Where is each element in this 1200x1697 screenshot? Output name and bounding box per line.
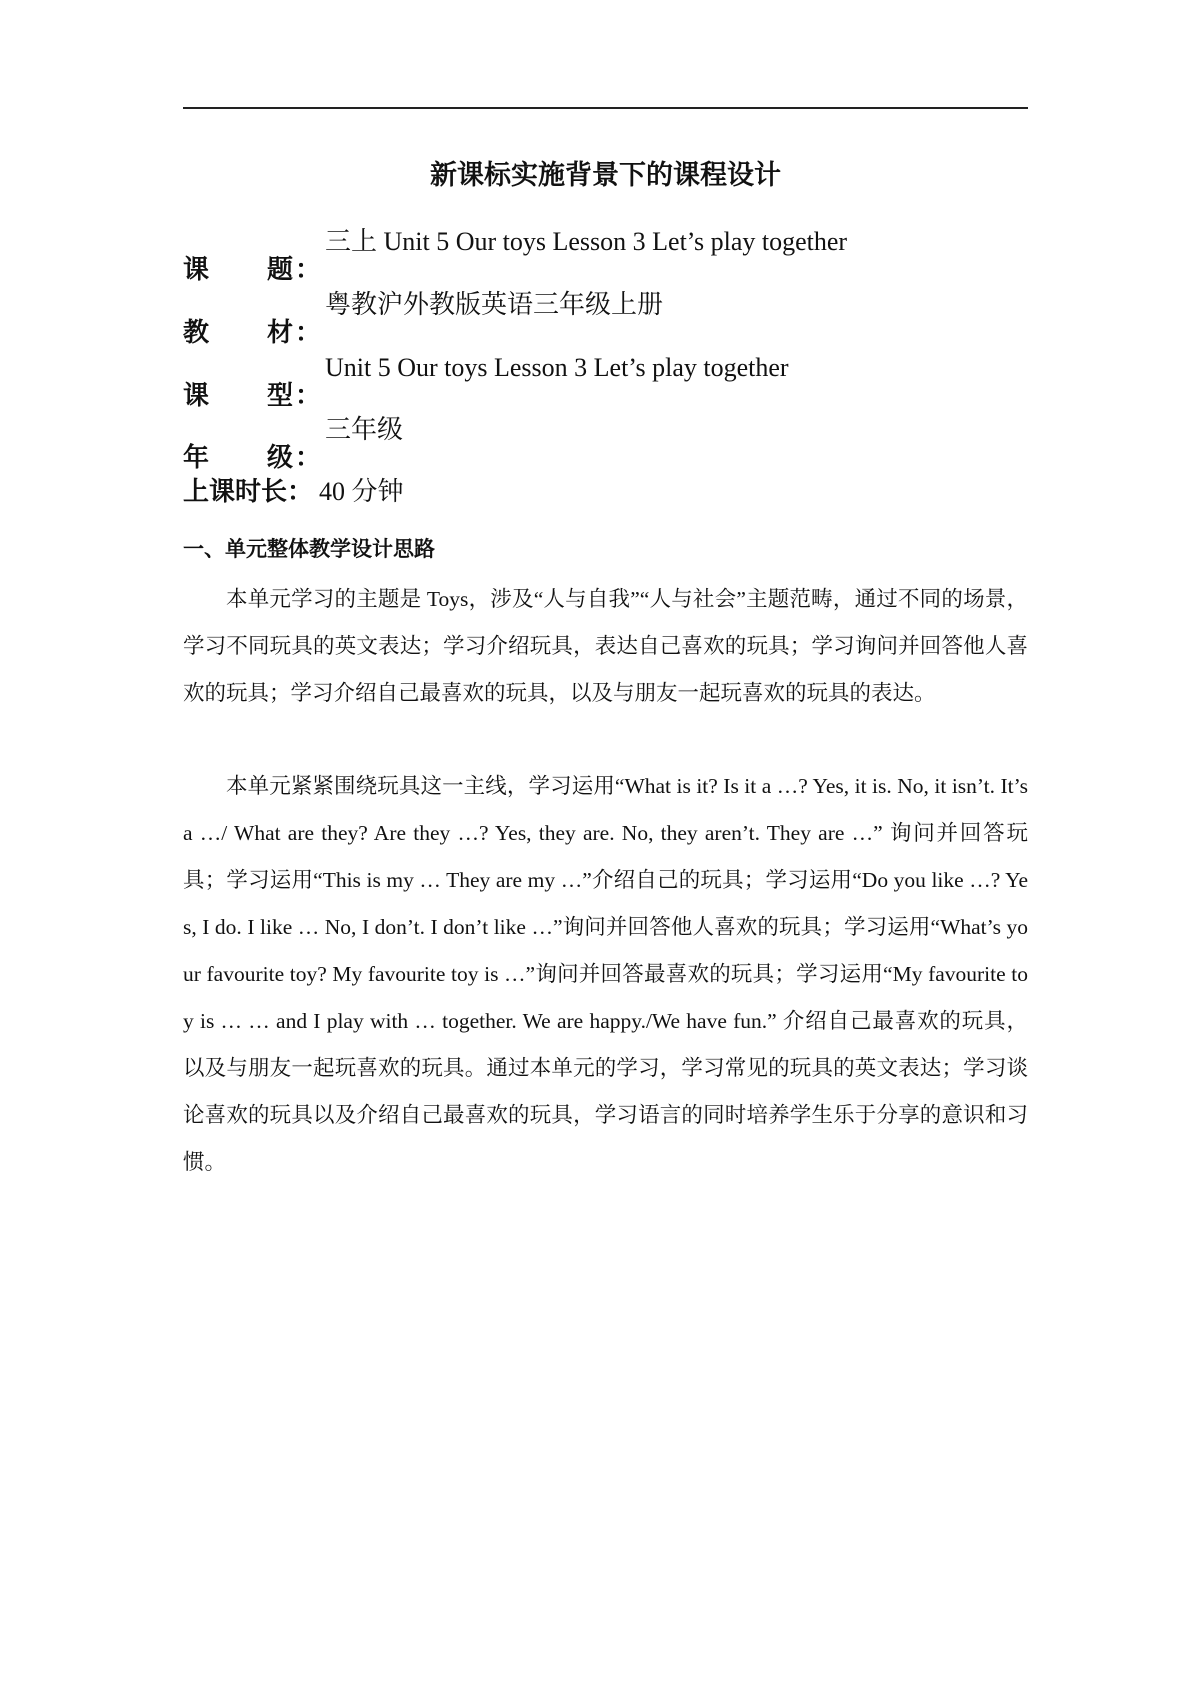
meta-label-colon: ：	[295, 318, 322, 348]
meta-row-grade	[183, 410, 404, 473]
body-paragraph: 本单元学习的主题是 Toys，涉及“人与自我”“人与社会”主题范畴，通过不同的场景，学习不同玩具的英文表达；学习介绍玩具，表达自己喜欢的玩具；学习询问并回答他人喜欢的玩具；学习介绍自己最喜欢的玩具，以及与朋友一起玩喜欢的玩具的表达。	[183, 587, 1028, 705]
body-paragraph: 本单元紧紧围绕玩具这一主线，学习运用“What is it? Is it a …? Yes, it is. No, it isn’t. It’s a …/ What are they? Are they …? Yes, they are. No, they aren’t. They are …” 询问并回答玩具；学习运用“This is my … They are my …”介绍自己的玩具；学习运用“Do you like …? Yes, I do. I like … No, I don’t. I don’t like …”询问并回答他人喜欢的玩具；学习运用“What’s your favourite toy? My favourite toy is …”询问并回答最喜欢的玩具；学习运用“My favourite toy is … … and I play with … together. We are happy./We have fun.” 介绍自己最喜欢的玩具，以及与朋友一起玩喜欢的玩具。通过本单元的学习，学习常见的玩具的英文表达；学习谈论喜欢的玩具以及介绍自己最喜欢的玩具，学习语言的同时培养学生乐于分享的意识和习惯。	[183, 774, 1028, 1174]
meta-label-colon: ：	[295, 443, 322, 473]
meta-label-char: 教	[183, 318, 210, 348]
document-title: 新课标实施背景下的课程设计	[430, 160, 781, 191]
section-heading: 一、单元整体教学设计思路	[183, 537, 435, 561]
meta-label-char: 年	[183, 443, 210, 473]
meta-label-colon: ：	[295, 255, 322, 285]
meta-label-char: 课	[183, 255, 210, 285]
meta-row-topic	[183, 222, 848, 285]
meta-label-colon: ：	[295, 381, 322, 411]
meta-row-textbook	[183, 285, 664, 348]
meta-label-char: 级	[267, 443, 294, 473]
meta-row-duration	[183, 472, 404, 512]
meta-value-lesson-type: Unit 5 Our toys Lesson 3 Let’s play together	[325, 353, 789, 382]
meta-value-grade: 三年级	[325, 415, 404, 444]
meta-label-char: 材	[267, 318, 294, 348]
header-rule	[183, 107, 1028, 109]
meta-row-lesson-type	[183, 348, 789, 411]
meta-label-char: 课	[183, 381, 210, 411]
meta-value-textbook: 粤教沪外教版英语三年级上册	[325, 290, 664, 319]
meta-label-char: 型	[267, 381, 294, 411]
meta-value-duration: 40 分钟	[319, 477, 404, 506]
meta-label-duration: 上课时长：	[183, 477, 314, 507]
meta-label-char: 题	[267, 255, 294, 285]
meta-value-topic: 三上 Unit 5 Our toys Lesson 3 Let’s play together	[325, 227, 848, 256]
